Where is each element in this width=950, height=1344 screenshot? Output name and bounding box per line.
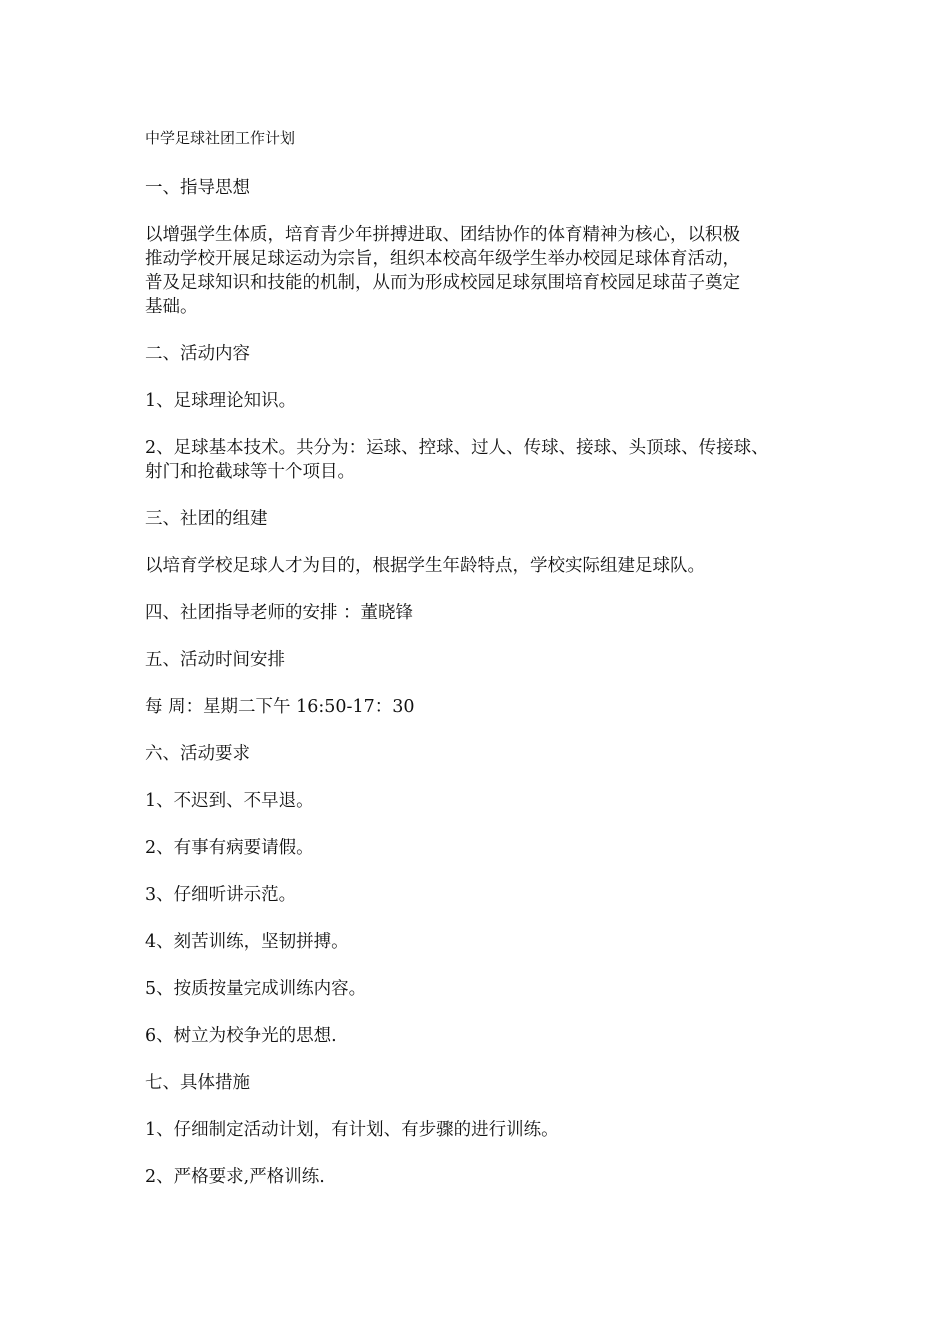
paragraph [145, 507, 825, 531]
paragraph [145, 977, 825, 1001]
text-line: 1、仔细制定活动计划，有计划、有步骤的进行训练。 [145, 1120, 559, 1140]
paragraph [145, 601, 825, 625]
text-line: 基础。 [145, 297, 198, 317]
text-line: 以培育学校足球人才为目的，根据学生年龄特点，学校实际组建足球队。 [145, 556, 705, 576]
document-title: 中学足球社团工作计划 [145, 129, 296, 147]
text-line: 六、活动要求 [145, 744, 250, 764]
paragraph [145, 742, 825, 766]
text-line: 五、活动时间安排 [145, 650, 285, 670]
paragraph [145, 389, 825, 413]
text-line: 2、严格要求,严格训练. [145, 1167, 325, 1187]
text-line: 推动学校开展足球运动为宗旨，组织本校高年级学生举办校园足球体育活动， [145, 249, 740, 269]
document-body [145, 176, 825, 1189]
text-line: 5、按质按量完成训练内容。 [145, 979, 367, 999]
paragraph [145, 695, 825, 719]
paragraph [145, 648, 825, 672]
paragraph [145, 1071, 825, 1095]
paragraph [145, 1024, 825, 1048]
paragraph [145, 436, 825, 484]
text-line: 普及足球知识和技能的机制，从而为形成校园足球氛围培育校园足球苗子奠定 [145, 273, 740, 293]
text-line: 三、社团的组建 [145, 509, 268, 529]
paragraph [145, 1165, 825, 1189]
text-line: 2、有事有病要请假。 [145, 838, 314, 858]
text-line: 2、足球基本技术。共分为：运球、控球、过人、传球、接球、头顶球、传接球、 [145, 438, 769, 458]
text-line: 四、社团指导老师的安排 ：董晓锋 [145, 603, 414, 623]
paragraph [145, 930, 825, 954]
text-line: 以增强学生体质，培育青少年拼搏进取、团结协作的体育精神为核心，以积极 [145, 225, 740, 245]
text-line: 1、足球理论知识。 [145, 391, 297, 411]
text-line: 射门和抢截球等十个项目。 [145, 462, 355, 482]
paragraph [145, 789, 825, 813]
text-line: 一、指导思想 [145, 178, 250, 198]
text-line: 4、刻苦训练，坚韧拼搏。 [145, 932, 349, 952]
text-line: 3、仔细听讲示范。 [145, 885, 297, 905]
text-line: 1、不迟到、不早退。 [145, 791, 314, 811]
paragraph [145, 554, 825, 578]
paragraph [145, 176, 825, 200]
document-page [145, 128, 825, 1212]
text-line: 6、树立为校争光的思想. [145, 1026, 337, 1046]
paragraph [145, 1118, 825, 1142]
text-line: 二、活动内容 [145, 344, 250, 364]
paragraph [145, 883, 825, 907]
text-line: 每 周：星期二下午 16:50-17：30 [145, 697, 415, 717]
paragraph [145, 342, 825, 366]
paragraph [145, 223, 825, 319]
text-line: 七、具体措施 [145, 1073, 250, 1093]
paragraph [145, 836, 825, 860]
